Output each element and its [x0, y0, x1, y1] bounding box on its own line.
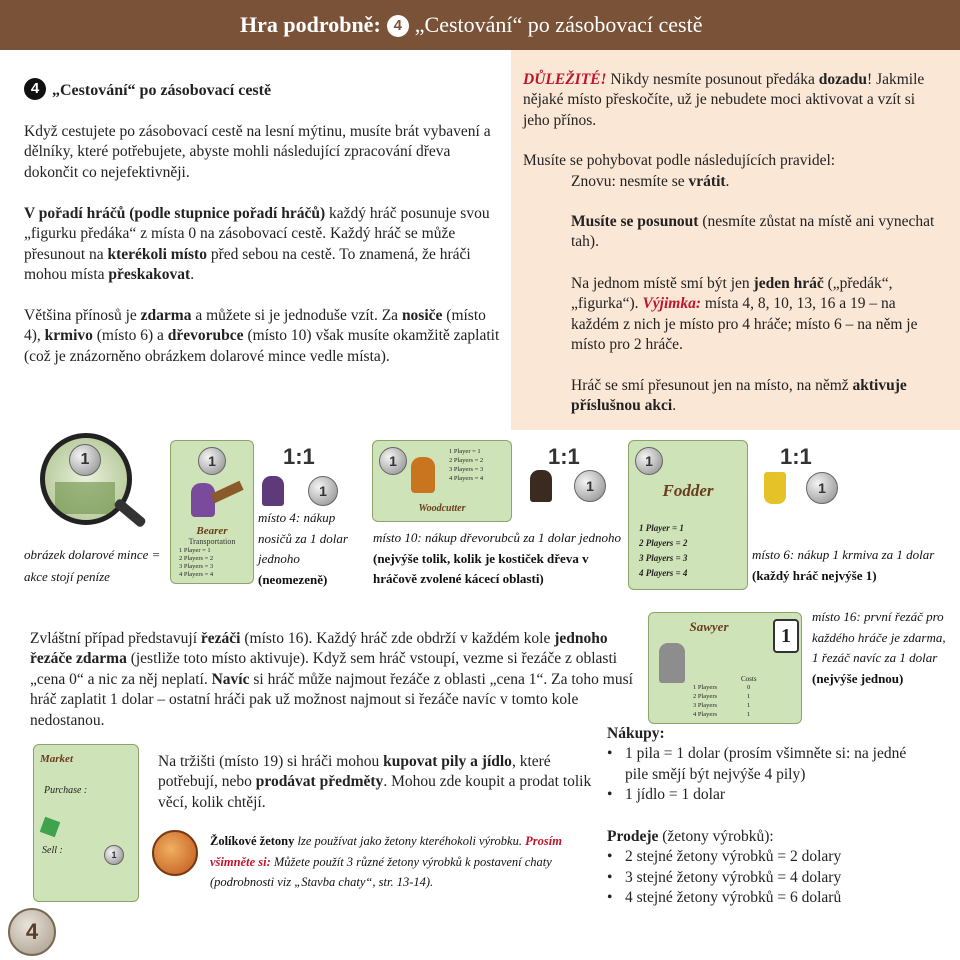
woodcutter-price-coin: 1 — [574, 470, 606, 502]
sawyers-text-1: Zvláštní případ představují — [30, 630, 201, 647]
backward-bold: dozadu — [818, 71, 868, 88]
place4-bold: (neomezeně) — [258, 571, 328, 587]
woodcutter-row: 1 Player = 1 — [449, 448, 481, 455]
benefits-paragraph — [24, 306, 504, 367]
market-text-3: . Mohou zde koupit a prodat tolik věcí, kolik chtějí. — [158, 773, 592, 811]
sale-item: • 3 stejné žetony výrobků = 4 dolary — [625, 868, 937, 888]
exception-label: Výjimka: — [642, 295, 701, 313]
place16-text: místo 16: první řezáč pro každého hráče je zdarma, 1 řezáč navíc za 1 dolar — [812, 609, 946, 665]
turn-order-scale: (podle stupnice pořadí hráčů) — [129, 205, 326, 222]
important-paragraph — [523, 70, 943, 131]
market-bold-2: prodávat předměty — [255, 773, 384, 791]
header-number-badge: 4 — [387, 15, 409, 37]
sawyer-cost-values — [747, 683, 750, 719]
rule2-text: (nesmíte zůstat na místě ani vynechat tah). — [571, 213, 935, 251]
place10-bold: (nejvýše tolik, kolik je kostiček dřeva v hráčově zvolené kácecí oblasti) — [373, 550, 589, 586]
bearer-ratio: 1:1 — [283, 444, 315, 469]
rule4-end: . — [672, 397, 677, 415]
sale-item: • 4 stejné žetony výrobků = 6 dolarů — [625, 888, 937, 908]
woodcutter-rows — [449, 447, 483, 483]
benefits-text-4: (místo 6) a — [92, 327, 168, 345]
market-sell-label: Sell : — [42, 845, 63, 856]
place6-bold: (každý hráč nejvýše 1) — [752, 568, 877, 583]
fodder-coin: 1 — [635, 447, 663, 475]
fodder-bold: krmivo — [44, 327, 93, 345]
section-number-badge: 4 — [24, 78, 46, 100]
rule2-bold: Musíte se posunout — [571, 213, 699, 230]
purchase-item: • 1 pila = 1 dolar (prosím všimněte si: na jedné pile smějí být nejvýše 4 pily) — [625, 744, 927, 785]
purchase-item: • 1 jídlo = 1 dolar — [625, 785, 927, 805]
sawyer-cost-value: 1 — [747, 702, 751, 709]
sales-title-text: (žetony výrobků): — [658, 828, 774, 845]
benefits-text-5: (místo 10) však musíte okamžitě zaplatit (což je znázorněno obrázkem dolarové mince vedle místa). — [24, 327, 500, 365]
rule1-bold: vrátit — [688, 173, 726, 190]
purchases-block — [607, 724, 927, 806]
section-title — [24, 78, 271, 101]
sale-item: • 2 stejné žetony výrobků = 2 dolary — [625, 847, 937, 867]
sawyers-bold-3: Navíc — [211, 670, 250, 688]
bearer-coin: 1 — [198, 447, 226, 475]
turn-order-end: . — [190, 266, 195, 284]
fodder-rows — [639, 521, 687, 581]
place10-text: místo 10: nákup dřevorubců za 1 dolar jednoho — [373, 530, 622, 545]
fodder-card — [628, 440, 748, 590]
joker-paragraph — [210, 831, 590, 893]
bearer-figure-icon — [191, 483, 215, 517]
sawyer-row: 2 Players — [693, 693, 718, 700]
bearer-row: 3 Players = 3 — [179, 563, 214, 570]
header-subtitle: „Cestování“ po zásobovací cestě — [414, 12, 703, 37]
woodcutter-title: Woodcutter — [418, 503, 466, 514]
woodcutter-pawn-icon — [530, 470, 552, 502]
market-title: Market — [40, 753, 73, 765]
header-title — [240, 12, 703, 38]
rule3-text-2: („předák“, „figurka“). — [571, 275, 893, 313]
bearer-row: 1 Player = 1 — [179, 547, 211, 554]
woodcutter-ratio: 1:1 — [548, 444, 580, 469]
magnified-forest — [55, 482, 115, 514]
fodder-row: 4 Players = 4 — [639, 568, 688, 578]
joker-bold: Žolíkové žetony — [210, 834, 295, 848]
woodcutter-row: 2 Players = 2 — [449, 457, 484, 464]
fodder-row: 3 Players = 3 — [639, 553, 688, 563]
sawyer-costs-label: Costs — [741, 675, 757, 683]
page-header — [0, 0, 960, 50]
rule3-text-1: Na jednom místě smí být jen — [571, 275, 754, 292]
sawyer-title: Sawyer — [689, 619, 729, 634]
sawyer-cost-box: 1 — [773, 619, 799, 653]
important-text-2: ! Jakmile nějaké místo přeskočíte, už je nebudete moci aktivovat a vzít si jeho přínos. — [523, 71, 925, 129]
free-bold: zdarma — [140, 307, 192, 324]
benefits-text-2: a můžete si je jednoduše vzít. Za — [191, 307, 402, 324]
log-icon — [210, 481, 243, 504]
joker-text-2: Můžete použít 3 různé žetony výrobků k postavení chaty (podrobnosti viz „Stavba chaty“, str. 13-14). — [210, 854, 552, 889]
sawyers-bold-1: řezáči — [200, 630, 241, 647]
woodcutter-coin: 1 — [379, 447, 407, 475]
place6-caption — [752, 544, 952, 586]
sales-list — [607, 847, 937, 908]
sales-title-bold: Prodeje — [607, 828, 659, 845]
bearer-row: 4 Players = 4 — [179, 571, 214, 578]
sawyer-row: 4 Players — [693, 711, 718, 718]
fodder-ratio: 1:1 — [780, 444, 812, 469]
market-coin: 1 — [104, 845, 124, 865]
bearer-bold: nosiče — [401, 307, 443, 324]
place4-caption — [258, 508, 366, 590]
sawyer-cost-value: 0 — [747, 684, 751, 691]
market-text-2: , které potřebují, nebo — [158, 753, 551, 791]
sawyers-text-4: si hráč může najmout řezáče z oblasti „cena 1“. Za toho musí hráč zaplatit 1 dolar – ostatní hráči pak už možnost najmout si řezáče navíc v tomto kole nedostanou. — [30, 670, 633, 729]
woodcutter-figure-icon — [411, 457, 435, 493]
fodder-price-coin: 1 — [806, 472, 838, 504]
sawyer-cost-value: 1 — [747, 711, 751, 718]
any-place-bold: kterékoli místo — [107, 245, 207, 263]
sawyers-text-3: (jestliže toto místo aktivuje). Když sem hráč vstoupí, vezme si řezáče z oblasti „cena 0“ a nic za něj neplatí. — [30, 650, 618, 688]
skip-bold: přeskakovat — [108, 266, 191, 284]
turn-order-paragraph — [24, 204, 504, 286]
woodcutter-row: 3 Players = 3 — [449, 466, 484, 473]
sawyer-row: 1 Players — [693, 684, 718, 691]
sales-title — [607, 827, 937, 847]
joker-token-icon — [152, 830, 198, 876]
header-bold: Hra podrobně: — [240, 12, 381, 37]
coin-caption: obrázek dolarové mince = akce stojí peníze — [24, 547, 161, 584]
magnifier-glass — [40, 433, 132, 525]
fodder-title: Fodder — [662, 481, 714, 500]
place10-caption — [373, 528, 623, 590]
bearer-row: 2 Players = 2 — [179, 555, 214, 562]
bearer-card — [170, 440, 254, 584]
rule-activate — [571, 376, 941, 417]
market-paragraph — [158, 752, 598, 813]
joker-note-label: Prosím všimněte si: — [210, 834, 562, 869]
rules-intro: Musíte se pohybovat podle následujících pravidel: — [523, 152, 836, 169]
rule3-text-3: místa 4, 8, 10, 13, 16 a 19 – na každém z nich je místo pro 4 hráče; místo 6 – na něm je místo pro 2 hráče. — [571, 295, 918, 354]
sawyers-text-2: (místo 16). Každý hráč zde obdrží v každém kole — [240, 630, 555, 647]
market-purchase-label: Purchase : — [44, 785, 88, 796]
intro-paragraph: Když cestujete po zásobovací cestě na lesní mýtinu, musíte brát vybavení a dělníky, které potřebujete, abyste mohli následující zpracování dřeva dokončit co nejefektivněji. — [24, 123, 491, 181]
place6-text: místo 6: nákup 1 krmiva za 1 dolar — [752, 547, 935, 562]
fodder-row: 1 Player = 1 — [639, 523, 684, 533]
market-bold-1: kupovat pily a jídlo — [383, 753, 512, 770]
place16-caption — [812, 607, 952, 689]
rule1-text: Znovu: nesmíte se — [571, 173, 689, 190]
sawyer-rows — [693, 683, 717, 719]
sawyer-figure-icon — [659, 643, 685, 683]
sawyer-row: 3 Players — [693, 702, 718, 709]
rule-one-player — [571, 274, 941, 356]
market-text-1: Na tržišti (místo 19) si hráči mohou — [158, 753, 384, 770]
purchases-list — [607, 744, 927, 805]
rule3-bold: jeden hráč — [753, 275, 824, 292]
turn-order-text-1: každý hráč posunuje svou „figurku předáka“ z místa 0 na zásobovací cestě. Každý hráč se může přesunout na — [24, 205, 490, 263]
bearer-rows — [179, 547, 213, 579]
sawyer-card — [648, 612, 802, 724]
place4-text: místo 4: nákup nosičů za 1 dolar jednoho — [258, 510, 348, 566]
rule4-text: Hráč se smí přesunout jen na místo, na němž — [571, 377, 853, 394]
bearer-pawn-icon — [262, 476, 284, 506]
woodcutter-bold: dřevorubce — [167, 327, 244, 345]
woodcutter-card — [372, 440, 512, 522]
woodcutter-row: 4 Players = 4 — [449, 475, 484, 482]
magnifier-handle — [113, 498, 147, 529]
sales-block — [607, 827, 937, 909]
bearer-subtitle: Transportation — [188, 537, 236, 546]
joker-cube-icon — [40, 817, 61, 838]
sawyers-paragraph — [30, 629, 642, 731]
turn-order-text-2: před sebou na cestě. To znamená, že hráči mohou místa — [24, 245, 471, 284]
sawyers-bold-2: jednoho řezáče zdarma — [30, 630, 608, 668]
turn-order-bold: V pořadí hráčů — [24, 205, 126, 222]
bearer-price-coin: 1 — [308, 476, 338, 506]
rule-must-move — [571, 212, 941, 253]
benefits-text-3: (místo 4), — [24, 307, 486, 345]
important-label: DŮLEŽITÉ! — [523, 71, 607, 88]
sawyer-cost-value: 1 — [747, 693, 751, 700]
rule1-end: . — [725, 173, 730, 190]
fodder-row: 2 Players = 2 — [639, 538, 688, 548]
bearer-title: Bearer — [196, 525, 228, 537]
fodder-sack-icon — [764, 472, 786, 504]
place16-bold: (nejvýše jednou) — [812, 670, 904, 686]
rule4-bold: aktivuje příslušnou akci — [571, 377, 907, 415]
purchases-title: Nákupy: — [607, 725, 665, 742]
section-title-text: „Cestování“ po zásobovací cestě — [52, 82, 272, 99]
benefits-text-1: Většina přínosů je — [24, 307, 141, 324]
market-card — [33, 744, 139, 902]
page-number-badge: 4 — [8, 908, 56, 956]
joker-text-1: lze používat jako žetony kteréhokoli výrobku. — [294, 834, 522, 848]
rule-no-return — [571, 172, 941, 192]
important-text-1: Nikdy nesmíte posunout předáka — [606, 71, 819, 88]
magnified-coin: 1 — [69, 444, 101, 476]
